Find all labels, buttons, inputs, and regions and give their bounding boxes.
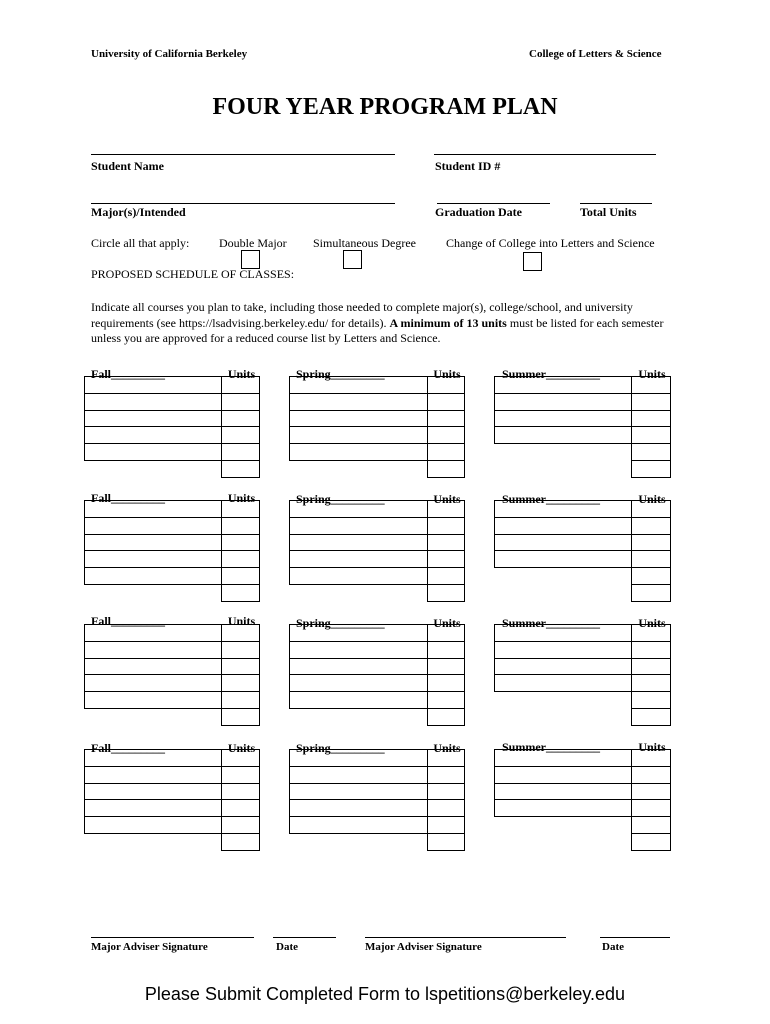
- spring-units-row[interactable]: [427, 641, 465, 642]
- spring-units-label: Units: [433, 616, 461, 630]
- change-college-checkbox[interactable]: [523, 252, 542, 271]
- spring-units-column: [427, 749, 465, 851]
- fall-course-row[interactable]: [84, 534, 221, 535]
- fall-units-row[interactable]: [221, 708, 260, 709]
- spring-units-row[interactable]: [427, 816, 465, 817]
- fall-units-row[interactable]: [221, 658, 260, 659]
- spring-units-row[interactable]: [427, 567, 465, 568]
- fall-course-column: [84, 376, 222, 461]
- spring-units-row[interactable]: [427, 550, 465, 551]
- summer-course-row[interactable]: [494, 766, 631, 767]
- summer-units-row[interactable]: [631, 816, 671, 817]
- fall-units-label: Units: [227, 367, 256, 381]
- option-change-college: Change of College into Letters and Science: [446, 236, 655, 250]
- fall-term-label: Fall_________: [91, 367, 165, 381]
- fall-course-column: [84, 500, 222, 585]
- spring-term-label: Spring_________: [296, 492, 385, 506]
- summer-units-row[interactable]: [631, 410, 671, 411]
- spring-term-label: Spring_________: [296, 367, 385, 381]
- fall-course-row[interactable]: [84, 799, 221, 800]
- fall-units-row[interactable]: [221, 460, 260, 461]
- footer-instruction: Please Submit Completed Form to lspetitions@berkeley.edu: [144, 984, 626, 1004]
- summer-course-row[interactable]: [494, 426, 631, 427]
- spring-course-row[interactable]: [289, 691, 427, 692]
- spring-course-row[interactable]: [289, 426, 427, 427]
- spring-course-column: [289, 749, 428, 834]
- fall-units-label: Units: [227, 491, 256, 505]
- summer-course-row[interactable]: [494, 517, 631, 518]
- fall-units-row[interactable]: [221, 534, 260, 535]
- option-simultaneous-degree: Simultaneous Degree: [313, 236, 416, 250]
- spring-course-row[interactable]: [289, 658, 427, 659]
- major-adviser-signature-line-2[interactable]: [365, 937, 566, 938]
- spring-course-row[interactable]: [289, 641, 427, 642]
- summer-course-row[interactable]: [494, 799, 631, 800]
- summer-units-column: [631, 500, 671, 602]
- spring-units-row[interactable]: [427, 393, 465, 394]
- spring-course-row[interactable]: [289, 443, 427, 444]
- summer-units-label: Units: [638, 367, 666, 381]
- summer-course-row[interactable]: [494, 534, 631, 535]
- instructions-text-2: must be listed for each semester unless you are approved for a reduced course list by Letters and Science.: [91, 315, 664, 345]
- date-line-2[interactable]: [600, 937, 670, 938]
- fall-units-row[interactable]: [221, 691, 260, 692]
- spring-course-row[interactable]: [289, 517, 427, 518]
- spring-units-row[interactable]: [427, 691, 465, 692]
- spring-units-row[interactable]: [427, 460, 465, 461]
- fall-course-row[interactable]: [84, 658, 221, 659]
- graduation-date-field[interactable]: [437, 203, 550, 204]
- date-label-1: Date: [276, 941, 298, 953]
- fall-course-row[interactable]: [84, 816, 221, 817]
- spring-units-label: Units: [433, 367, 461, 381]
- fall-units-row[interactable]: [221, 550, 260, 551]
- fall-units-row[interactable]: [221, 584, 260, 585]
- summer-units-row[interactable]: [631, 833, 671, 834]
- fall-units-label: Units: [227, 741, 256, 755]
- fall-course-row[interactable]: [84, 443, 221, 444]
- summer-course-row[interactable]: [494, 783, 631, 784]
- header-university: University of California Berkeley: [91, 48, 248, 60]
- fall-course-row[interactable]: [84, 691, 221, 692]
- fall-units-label: Units: [227, 614, 256, 628]
- fall-course-row[interactable]: [84, 426, 221, 427]
- summer-units-row[interactable]: [631, 443, 671, 444]
- instructions-bold: A minimum of 13 units: [389, 315, 507, 330]
- summer-course-row[interactable]: [494, 393, 631, 394]
- circle-apply-prompt: Circle all that apply:: [91, 236, 190, 250]
- summer-units-row[interactable]: [631, 550, 671, 551]
- summer-units-row[interactable]: [631, 691, 671, 692]
- fall-units-row[interactable]: [221, 517, 260, 518]
- spring-units-row[interactable]: [427, 833, 465, 834]
- spring-units-row[interactable]: [427, 443, 465, 444]
- fall-course-row[interactable]: [84, 783, 221, 784]
- spring-course-row[interactable]: [289, 410, 427, 411]
- instructions-text-1: Indicate all courses you plan to take, including those needed to complete major(s), college/school, and university requirements (see https://lsadvising.berkeley.edu/ for details).: [91, 300, 633, 330]
- fall-units-row[interactable]: [221, 426, 260, 427]
- major-adviser-signature-line-1[interactable]: [91, 937, 254, 938]
- fall-units-row[interactable]: [221, 674, 260, 675]
- major-adviser-signature-label-1: Major Adviser Signature: [91, 941, 208, 953]
- summer-term-label: Summer_________: [502, 616, 600, 630]
- fall-units-row[interactable]: [221, 766, 260, 767]
- spring-units-row[interactable]: [427, 426, 465, 427]
- spring-units-row[interactable]: [427, 658, 465, 659]
- spring-term-label: Spring_________: [296, 616, 385, 630]
- total-units-field[interactable]: [580, 203, 652, 204]
- option-double-major: Double Major: [219, 236, 287, 250]
- spring-course-row[interactable]: [289, 674, 427, 675]
- spring-course-column: [289, 376, 428, 461]
- summer-units-row[interactable]: [631, 708, 671, 709]
- summer-course-row[interactable]: [494, 674, 631, 675]
- summer-units-row[interactable]: [631, 567, 671, 568]
- summer-units-row[interactable]: [631, 799, 671, 800]
- instructions-paragraph: [91, 300, 691, 347]
- summer-units-row[interactable]: [631, 783, 671, 784]
- spring-units-label: Units: [433, 492, 461, 506]
- student-id-label: Student ID #: [435, 159, 501, 173]
- fall-course-row[interactable]: [84, 641, 221, 642]
- spring-course-row[interactable]: [289, 766, 427, 767]
- summer-units-row[interactable]: [631, 393, 671, 394]
- fall-course-row[interactable]: [84, 517, 221, 518]
- proposed-schedule-heading: PROPOSED SCHEDULE OF CLASSES:: [91, 267, 295, 281]
- date-label-2: Date: [602, 941, 624, 953]
- spring-course-column: [289, 624, 428, 709]
- fall-units-column: [221, 376, 260, 478]
- simultaneous-degree-checkbox[interactable]: [343, 250, 362, 269]
- fall-units-row[interactable]: [221, 393, 260, 394]
- graduation-date-label: Graduation Date: [435, 205, 522, 219]
- summer-units-row[interactable]: [631, 517, 671, 518]
- fall-units-column: [221, 500, 260, 602]
- fall-course-row[interactable]: [84, 674, 221, 675]
- summer-term-label: Summer_________: [502, 740, 600, 754]
- spring-term-label: Spring_________: [296, 741, 385, 755]
- spring-units-row[interactable]: [427, 674, 465, 675]
- summer-units-row[interactable]: [631, 584, 671, 585]
- summer-units-row[interactable]: [631, 460, 671, 461]
- spring-units-column: [427, 624, 465, 726]
- date-line-1[interactable]: [273, 937, 336, 938]
- fall-units-column: [221, 749, 260, 851]
- fall-units-row[interactable]: [221, 816, 260, 817]
- summer-units-row[interactable]: [631, 426, 671, 427]
- spring-units-row[interactable]: [427, 708, 465, 709]
- spring-course-row[interactable]: [289, 816, 427, 817]
- fall-course-column: [84, 749, 222, 834]
- summer-units-row[interactable]: [631, 766, 671, 767]
- majors-label: Major(s)/Intended: [91, 205, 186, 219]
- spring-course-row[interactable]: [289, 550, 427, 551]
- fall-units-column: [221, 624, 260, 726]
- summer-term-label: Summer_________: [502, 492, 600, 506]
- fall-course-row[interactable]: [84, 766, 221, 767]
- summer-units-label: Units: [638, 492, 666, 506]
- fall-units-row[interactable]: [221, 799, 260, 800]
- summer-units-row[interactable]: [631, 641, 671, 642]
- fall-term-label: Fall_________: [91, 741, 165, 755]
- spring-units-column: [427, 500, 465, 602]
- header-college: College of Letters & Science: [529, 48, 662, 60]
- summer-course-row[interactable]: [494, 410, 631, 411]
- spring-course-row[interactable]: [289, 393, 427, 394]
- summer-units-label: Units: [638, 616, 666, 630]
- summer-units-column: [631, 624, 671, 726]
- fall-units-row[interactable]: [221, 783, 260, 784]
- fall-course-row[interactable]: [84, 393, 221, 394]
- summer-units-row[interactable]: [631, 674, 671, 675]
- spring-course-column: [289, 500, 428, 585]
- fall-units-row[interactable]: [221, 410, 260, 411]
- fall-units-row[interactable]: [221, 641, 260, 642]
- spring-course-row[interactable]: [289, 534, 427, 535]
- spring-units-row[interactable]: [427, 783, 465, 784]
- student-name-label: Student Name: [91, 159, 165, 173]
- spring-course-row[interactable]: [289, 567, 427, 568]
- spring-units-row[interactable]: [427, 766, 465, 767]
- summer-units-label: Units: [638, 740, 666, 754]
- spring-units-row[interactable]: [427, 799, 465, 800]
- spring-units-row[interactable]: [427, 517, 465, 518]
- summer-units-column: [631, 749, 671, 851]
- spring-units-row[interactable]: [427, 534, 465, 535]
- fall-units-row[interactable]: [221, 567, 260, 568]
- fall-course-row[interactable]: [84, 550, 221, 551]
- spring-course-row[interactable]: [289, 799, 427, 800]
- major-adviser-signature-label-2: Major Adviser Signature: [365, 941, 482, 953]
- student-name-field[interactable]: [91, 154, 395, 155]
- fall-course-row[interactable]: [84, 410, 221, 411]
- spring-units-row[interactable]: [427, 410, 465, 411]
- page-title: FOUR YEAR PROGRAM PLAN: [212, 94, 558, 120]
- summer-course-row[interactable]: [494, 641, 631, 642]
- summer-course-row[interactable]: [494, 550, 631, 551]
- spring-units-label: Units: [433, 741, 461, 755]
- summer-units-column: [631, 376, 671, 478]
- fall-course-column: [84, 624, 222, 709]
- fall-course-row[interactable]: [84, 567, 221, 568]
- summer-term-label: Summer_________: [502, 367, 600, 381]
- summer-course-row[interactable]: [494, 658, 631, 659]
- student-id-field[interactable]: [434, 154, 656, 155]
- summer-units-row[interactable]: [631, 534, 671, 535]
- spring-units-column: [427, 376, 465, 478]
- total-units-label: Total Units: [580, 205, 637, 219]
- spring-units-row[interactable]: [427, 584, 465, 585]
- summer-units-row[interactable]: [631, 658, 671, 659]
- fall-term-label: Fall_________: [91, 491, 165, 505]
- fall-units-row[interactable]: [221, 443, 260, 444]
- fall-units-row[interactable]: [221, 833, 260, 834]
- fall-term-label: Fall_________: [91, 614, 165, 628]
- majors-field[interactable]: [91, 203, 395, 204]
- spring-course-row[interactable]: [289, 783, 427, 784]
